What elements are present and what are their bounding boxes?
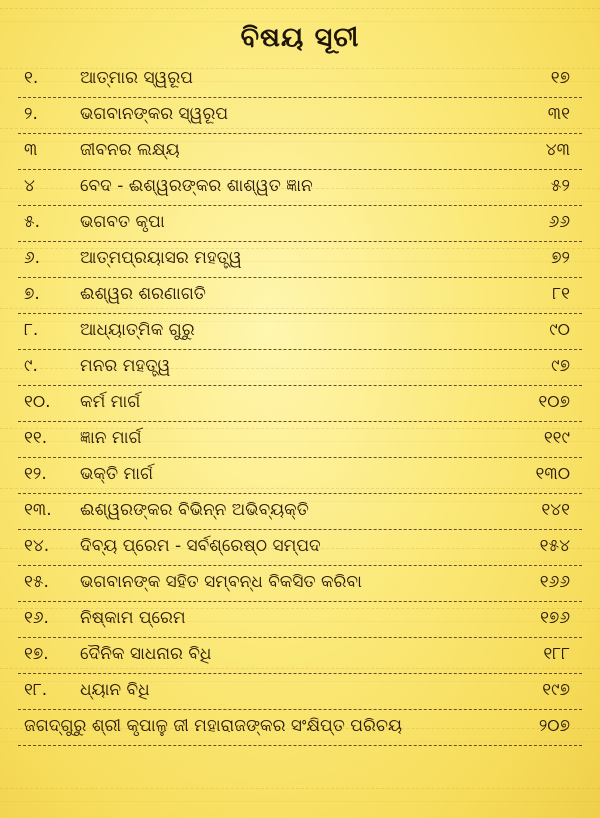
toc-entry-page: ୩୧ (547, 104, 570, 124)
toc-entry[interactable] (0, 422, 600, 458)
toc-entry[interactable] (0, 242, 600, 278)
toc-entry-page: ୮୧ (552, 284, 570, 304)
toc-entry-page: ୧୧୯ (543, 428, 570, 448)
background-texture-line (0, 788, 600, 802)
background-texture-line (0, 8, 600, 22)
toc-entry-page: ୧୮୮ (543, 644, 570, 664)
toc-entry-page: ୫୨ (550, 176, 570, 196)
toc-entry-page: ୧୫୪ (539, 536, 570, 556)
toc-entry-number: ୧୬. (24, 608, 49, 628)
toc-entry-title: ଜ୍ଞାନ ମାର୍ଗ (80, 428, 142, 448)
toc-entry-number: ୧୮. (24, 680, 48, 700)
toc-entry-title: ଦିବ୍ୟ ପ୍ରେମ - ସର୍ବଶ୍ରେଷ୍ଠ ସମ୍ପଦ (80, 536, 321, 556)
toc-entry-number: ୧୨. (24, 464, 47, 484)
page-title: ବିଷୟ ସୂଚୀ (240, 22, 360, 53)
toc-entry-title: ଧ୍ୟାନ ବିଧି (80, 680, 150, 700)
toc-entry-title: ଜଗଦ୍ଗୁରୁ ଶ୍ରୀ କୃପାଳୁ ଜୀ ମହାରାଜଙ୍କର ସଂକ୍ଷିପ୍ତ ପରିଚୟ (24, 716, 403, 736)
toc-entry-page: ୯୭ (551, 356, 570, 376)
toc-entry-number: ୧. (24, 68, 39, 88)
toc-entry[interactable] (0, 602, 600, 638)
toc-entry[interactable] (0, 62, 600, 98)
toc-entry-number: ୮. (24, 320, 39, 340)
toc-entry-number: ୧୪. (24, 536, 50, 556)
toc-entry-number: ୧୩. (24, 500, 52, 520)
toc-entry-number: ୬. (24, 248, 41, 268)
toc-entry[interactable] (0, 494, 600, 530)
toc-entry-page: ୧୦୭ (538, 392, 570, 412)
toc-entry-page: ୯୦ (549, 320, 570, 340)
toc-entry[interactable] (0, 458, 600, 494)
toc-entry-page: ୬୬ (548, 212, 570, 232)
toc-entry[interactable] (0, 314, 600, 350)
divider (18, 745, 582, 746)
toc-entry-title: ଆତ୍ମପ୍ରୟାସର ମହତ୍ତ୍ୱ (80, 248, 242, 268)
toc-entry-title: ଭଗବାନଙ୍କର ସ୍ୱରୂପ (80, 104, 229, 124)
toc-entry[interactable] (0, 206, 600, 242)
toc-entry-page: ୧୭ (550, 68, 570, 88)
toc-entry-number: ୧୦. (24, 392, 51, 412)
toc-entry-title: ଭକ୍ତି ମାର୍ଗ (80, 464, 154, 484)
toc-entry-number: ୪ (24, 176, 35, 196)
toc-entry-title: ଭଗବାନଙ୍କ ସହିତ ସମ୍ବନ୍ଧ ବିକସିତ କରିବା (80, 572, 362, 592)
toc-entry[interactable] (0, 710, 600, 746)
toc-entry-title: ଈଶ୍ୱରଙ୍କର ବିଭିନ୍ନ ଅଭିବ୍ୟକ୍ତି (80, 500, 309, 520)
toc-entry-page: ୨୦୭ (538, 716, 570, 736)
toc-entry-title: ନିଷ୍କାମ ପ୍ରେମ (80, 608, 186, 628)
toc-entry[interactable] (0, 530, 600, 566)
toc-entry-page: ୧୩୦ (535, 464, 570, 484)
toc-entry-page: ୧୯୭ (542, 680, 570, 700)
toc-entry[interactable] (0, 566, 600, 602)
toc-entry[interactable] (0, 170, 600, 206)
toc-entry-title: ଜୀବନର ଲକ୍ଷ୍ୟ (80, 140, 180, 160)
toc-entry-title: ମନର ମହତ୍ତ୍ୱ (80, 356, 171, 376)
toc-entry-number: ୩ (24, 140, 38, 160)
toc-entry-page: ୭୨ (551, 248, 570, 268)
toc-entry-title: ଦୈନିକ ସାଧନାର ବିଧି (80, 644, 212, 664)
toc-entry-page: ୧୪୧ (541, 500, 570, 520)
toc-entry-number: ୧୧. (24, 428, 48, 448)
toc-entry[interactable] (0, 98, 600, 134)
toc-entry-number: ୧୫. (24, 572, 49, 592)
toc-entry-page: ୧୬୬ (539, 572, 570, 592)
toc-entry-number: ୧୭. (24, 644, 49, 664)
toc-entry-number: ୯. (24, 356, 38, 376)
toc-entry-title: କର୍ମ ମାର୍ଗ (80, 392, 141, 412)
toc-entry-title: ଈଶ୍ୱର ଶରଣାଗତି (80, 284, 206, 304)
toc-entry-page: ୪୩ (545, 140, 570, 160)
toc-entry-number: ୭. (24, 284, 40, 304)
toc-entry[interactable] (0, 674, 600, 710)
toc-entry-title: ଆଧ୍ୟାତ୍ମିକ ଗୁରୁ (80, 320, 195, 340)
toc-entry[interactable] (0, 386, 600, 422)
toc-entry-number: ୨. (24, 104, 38, 124)
toc-entry[interactable] (0, 134, 600, 170)
toc-entry-title: ବେଦ - ଈଶ୍ୱରଙ୍କର ଶାଶ୍ୱତ ଜ୍ଞାନ (80, 176, 313, 196)
toc-entry[interactable] (0, 278, 600, 314)
toc-entry[interactable] (0, 638, 600, 674)
toc-entry-title: ଆତ୍ମାର ସ୍ୱରୂପ (80, 68, 193, 88)
toc-entry-number: ୫. (24, 212, 41, 232)
toc-entry-title: ଭଗବତ କୃପା (80, 212, 165, 232)
toc-entry[interactable] (0, 350, 600, 386)
toc-entry-page: ୧୭୬ (540, 608, 570, 628)
